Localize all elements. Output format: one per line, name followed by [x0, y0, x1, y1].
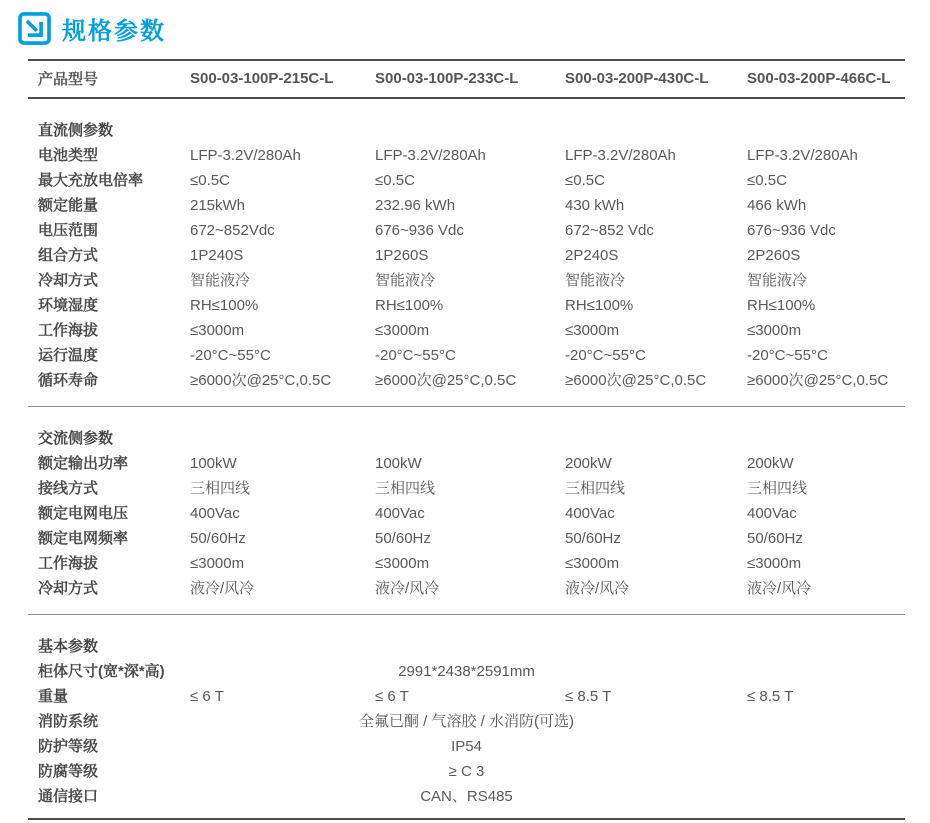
spec-span-value: 全氟已酮 / 气溶胶 / 水消防(可选)	[359, 713, 574, 730]
spec-value: 液冷/风冷	[565, 580, 630, 597]
spec-row	[28, 193, 905, 218]
spec-value: LFP-3.2V/280Ah	[747, 147, 858, 164]
spec-value: 液冷/风冷	[375, 580, 440, 597]
spec-value: -20°C~55°C	[747, 347, 828, 364]
section-title: 直流侧参数	[38, 122, 114, 139]
spec-span-value: 2991*2438*2591mm	[398, 663, 535, 680]
model-column-header: S00-03-200P-466C-L	[747, 70, 891, 87]
spec-row	[28, 268, 905, 293]
spec-value: ≤0.5C	[747, 172, 787, 189]
spec-row-label: 最大充放电倍率	[38, 172, 144, 189]
spec-value: 232.96 kWh	[375, 197, 456, 214]
spec-value: ≤0.5C	[565, 172, 605, 189]
spec-row-label: 运行温度	[38, 347, 99, 364]
spec-value: 100kW	[190, 455, 237, 472]
spec-row-label: 接线方式	[38, 480, 99, 497]
spec-row	[28, 168, 905, 193]
spec-span-value: CAN、RS485	[420, 788, 513, 805]
spec-row-label: 环境湿度	[38, 297, 99, 314]
spec-value: ≥6000次@25°C,0.5C	[190, 372, 332, 389]
spec-row	[28, 684, 905, 709]
spec-value: RH≤100%	[375, 297, 444, 314]
spec-row-label: 额定电网电压	[38, 505, 129, 522]
spec-row-label: 工作海拔	[38, 555, 99, 572]
spec-span-value: ≥ C 3	[448, 763, 485, 780]
spec-table-body	[28, 99, 905, 820]
spec-row	[28, 734, 905, 759]
model-column-header: S00-03-100P-215C-L	[190, 70, 334, 87]
spec-value: ≤3000m	[747, 322, 802, 339]
section-title: 交流侧参数	[38, 430, 114, 447]
spec-value: 200kW	[747, 455, 794, 472]
spec-value: ≤3000m	[375, 322, 430, 339]
spec-row-label: 额定能量	[38, 197, 99, 214]
arrow-down-right-corner-icon	[18, 12, 51, 45]
spec-row-label: 电池类型	[38, 147, 99, 164]
spec-row	[28, 501, 905, 526]
spec-row	[28, 293, 905, 318]
model-row-label: 产品型号	[38, 71, 99, 88]
spec-value: LFP-3.2V/280Ah	[190, 147, 301, 164]
spec-value: ≤3000m	[190, 555, 245, 572]
spec-value: ≤ 8.5 T	[747, 688, 794, 705]
spec-row	[28, 476, 905, 501]
spec-value: 液冷/风冷	[747, 580, 812, 597]
spec-value: 智能液冷	[375, 272, 436, 289]
spec-row	[28, 759, 905, 784]
spec-value: 50/60Hz	[565, 530, 621, 547]
spec-value: ≤ 6 T	[375, 688, 409, 705]
spec-row-label: 消防系统	[38, 713, 99, 730]
spec-value: 1P240S	[190, 247, 244, 264]
spec-value: 466 kWh	[747, 197, 807, 214]
spec-value: 三相四线	[375, 480, 436, 497]
spec-value: 智能液冷	[747, 272, 808, 289]
spec-value: 三相四线	[565, 480, 626, 497]
spec-value: 672~852Vdc	[190, 222, 275, 239]
spec-value: 400Vac	[375, 505, 425, 522]
spec-value: ≤0.5C	[190, 172, 230, 189]
spec-span-value: IP54	[451, 738, 482, 755]
spec-row	[28, 451, 905, 476]
spec-value: 400Vac	[747, 505, 797, 522]
spec-row-label: 柜体尺寸(宽*深*高)	[38, 663, 165, 680]
spec-row	[28, 368, 905, 393]
spec-row	[28, 709, 905, 734]
spec-value: ≤ 8.5 T	[565, 688, 612, 705]
spec-value: 三相四线	[190, 480, 251, 497]
spec-value: 400Vac	[190, 505, 240, 522]
page-title: 规格参数	[62, 18, 166, 45]
section-title: 基本参数	[38, 638, 99, 655]
spec-row	[28, 318, 905, 343]
spec-row-label: 防腐等级	[38, 763, 99, 780]
spec-value: -20°C~55°C	[375, 347, 456, 364]
spec-row-label: 重量	[38, 688, 69, 705]
spec-row-label: 冷却方式	[38, 580, 99, 597]
spec-value: 液冷/风冷	[190, 580, 255, 597]
spec-value: ≥6000次@25°C,0.5C	[565, 372, 707, 389]
spec-row	[28, 218, 905, 243]
spec-row	[28, 784, 905, 809]
spec-section	[28, 99, 905, 407]
spec-value: 三相四线	[747, 480, 808, 497]
spec-value: ≤3000m	[375, 555, 430, 572]
spec-value: LFP-3.2V/280Ah	[565, 147, 676, 164]
model-column-header: S00-03-200P-430C-L	[565, 70, 709, 87]
spec-value: 50/60Hz	[190, 530, 246, 547]
spec-value: ≤3000m	[565, 322, 620, 339]
spec-row	[28, 143, 905, 168]
spec-row-label: 冷却方式	[38, 272, 99, 289]
spec-value: 200kW	[565, 455, 612, 472]
spec-row	[28, 659, 905, 684]
spec-value: 50/60Hz	[375, 530, 431, 547]
spec-row	[28, 243, 905, 268]
spec-row-label: 工作海拔	[38, 322, 99, 339]
spec-value: 400Vac	[565, 505, 615, 522]
spec-row	[28, 576, 905, 601]
spec-value: 100kW	[375, 455, 422, 472]
spec-value: 智能液冷	[190, 272, 251, 289]
spec-value: 1P260S	[375, 247, 429, 264]
spec-value: 672~852 Vdc	[565, 222, 654, 239]
spec-row-label: 电压范围	[38, 222, 99, 239]
spec-section	[28, 615, 905, 820]
spec-value: RH≤100%	[747, 297, 816, 314]
spec-value: RH≤100%	[190, 297, 259, 314]
spec-value: ≥6000次@25°C,0.5C	[375, 372, 517, 389]
model-column-header: S00-03-100P-233C-L	[375, 70, 519, 87]
spec-value: 430 kWh	[565, 197, 625, 214]
spec-table	[28, 59, 905, 820]
spec-value: ≤3000m	[747, 555, 802, 572]
spec-row	[28, 343, 905, 368]
spec-value: 676~936 Vdc	[747, 222, 836, 239]
spec-value: ≤3000m	[565, 555, 620, 572]
models-row	[28, 59, 905, 99]
spec-value: ≥6000次@25°C,0.5C	[747, 372, 889, 389]
spec-value: 智能液冷	[565, 272, 626, 289]
spec-row	[28, 551, 905, 576]
spec-row-label: 循环寿命	[38, 372, 99, 389]
spec-section	[28, 407, 905, 615]
spec-value: LFP-3.2V/280Ah	[375, 147, 486, 164]
page-header	[0, 0, 930, 46]
spec-value: ≤3000m	[190, 322, 245, 339]
spec-value: ≤ 6 T	[190, 688, 224, 705]
spec-value: -20°C~55°C	[565, 347, 646, 364]
spec-value: 215kWh	[190, 197, 246, 214]
spec-row-label: 通信接口	[38, 788, 99, 805]
spec-value: -20°C~55°C	[190, 347, 271, 364]
spec-row-label: 额定输出功率	[38, 455, 129, 472]
spec-value: RH≤100%	[565, 297, 634, 314]
spec-value: 2P240S	[565, 247, 619, 264]
spec-row-label: 额定电网频率	[38, 530, 129, 547]
spec-value: 676~936 Vdc	[375, 222, 464, 239]
spec-value: 2P260S	[747, 247, 801, 264]
spec-row-label: 组合方式	[38, 247, 99, 264]
spec-value: ≤0.5C	[375, 172, 415, 189]
spec-row-label: 防护等级	[38, 738, 99, 755]
spec-row	[28, 526, 905, 551]
spec-value: 50/60Hz	[747, 530, 803, 547]
